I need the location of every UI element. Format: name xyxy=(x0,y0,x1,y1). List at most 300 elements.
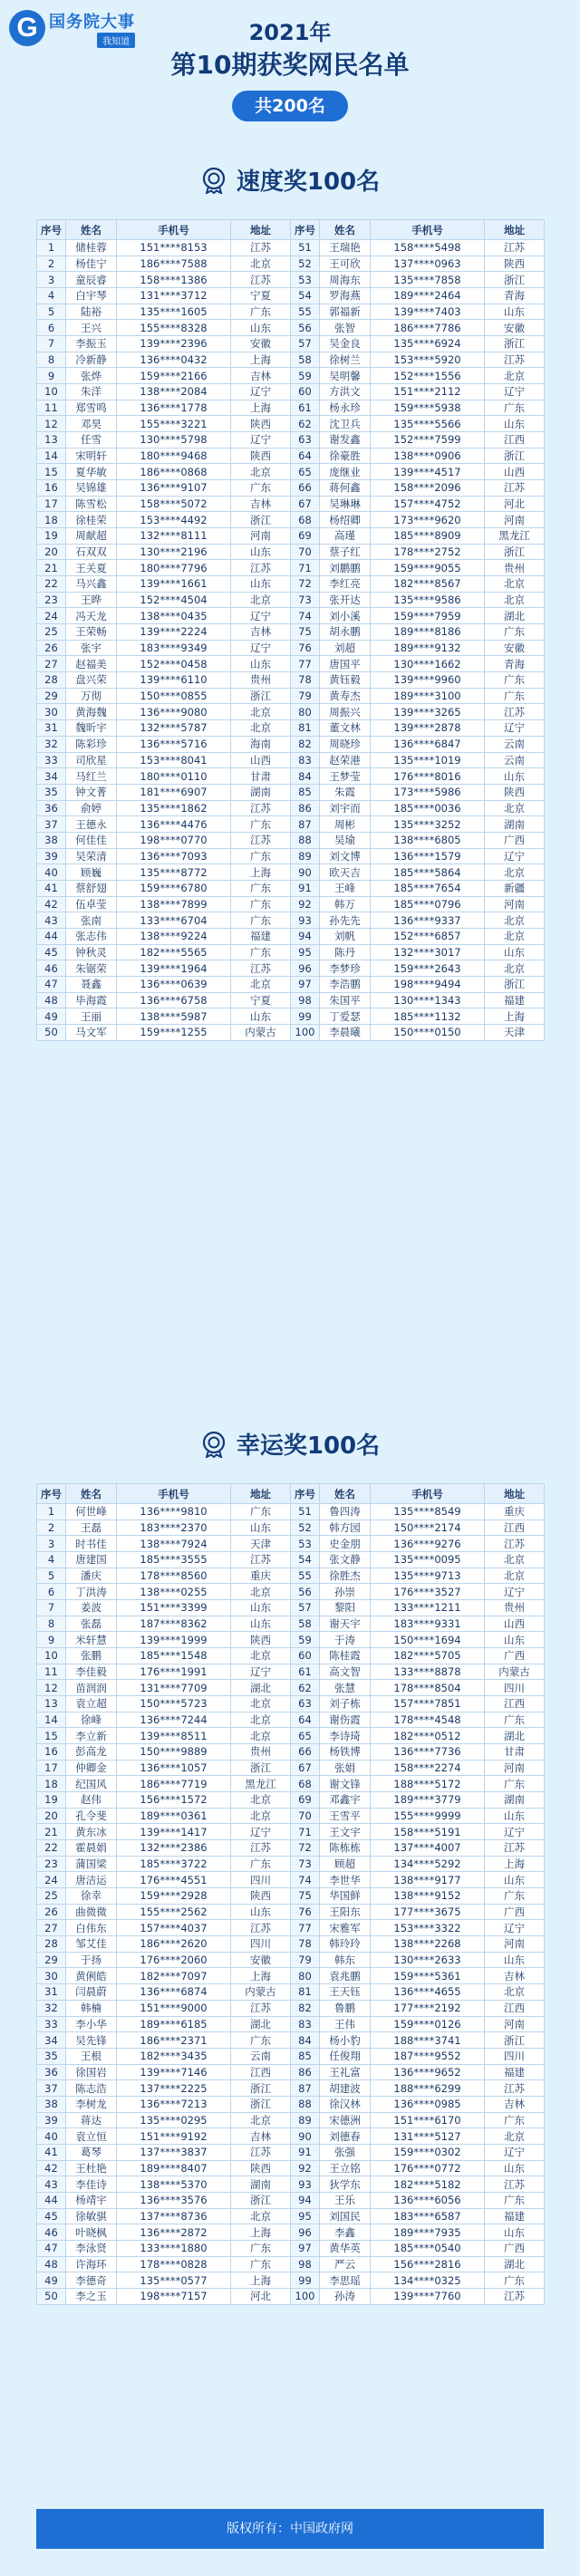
cell-name: 童辰睿 xyxy=(66,272,117,288)
cell-seq: 52 xyxy=(291,256,320,272)
logo-name: 国务院大事 xyxy=(49,12,135,32)
cell-name: 胡建波 xyxy=(320,2080,371,2097)
table-row xyxy=(37,1680,545,1696)
cell-phone: 159****1255 xyxy=(117,1024,231,1040)
cell-address: 广东 xyxy=(231,304,291,320)
cell-phone: 177****2192 xyxy=(371,2000,485,2016)
cell-address: 北京 xyxy=(231,1696,291,1713)
cell-seq: 88 xyxy=(291,832,320,848)
cell-address: 广东 xyxy=(231,912,291,929)
table-row xyxy=(37,2128,545,2145)
cell-seq: 60 xyxy=(291,1648,320,1664)
cell-phone: 158****5191 xyxy=(371,1824,485,1840)
cell-name: 黄俐皓 xyxy=(66,1968,117,1984)
cell-phone: 136****6874 xyxy=(117,1984,231,2001)
cell-name: 黄钰毅 xyxy=(320,672,371,689)
cell-seq: 42 xyxy=(37,896,66,912)
cell-phone: 138****0906 xyxy=(371,448,485,464)
cell-address: 湖北 xyxy=(485,2256,545,2272)
cell-address: 江苏 xyxy=(231,2000,291,2016)
cell-seq: 3 xyxy=(37,272,66,288)
col-address: 地址 xyxy=(485,220,545,240)
cell-name: 黄海魏 xyxy=(66,704,117,720)
cell-phone: 158****5498 xyxy=(371,240,485,256)
cell-phone: 136****1778 xyxy=(117,400,231,416)
cell-seq: 21 xyxy=(37,560,66,576)
table-row xyxy=(37,1504,545,1520)
cell-seq: 5 xyxy=(37,304,66,320)
table-row xyxy=(37,384,545,400)
cell-phone: 139****7760 xyxy=(371,2288,485,2304)
cell-name: 于涛 xyxy=(320,1632,371,1648)
cell-seq: 15 xyxy=(37,1728,66,1744)
cell-name: 黄寿杰 xyxy=(320,688,371,704)
cell-seq: 66 xyxy=(291,1744,320,1761)
table-row xyxy=(37,2224,545,2241)
col-address: 地址 xyxy=(231,1484,291,1504)
cell-phone: 185****8909 xyxy=(371,528,485,545)
cell-name: 刘小溪 xyxy=(320,608,371,624)
cell-address: 广东 xyxy=(231,848,291,864)
table-row xyxy=(37,1936,545,1953)
cell-phone: 157****7851 xyxy=(371,1696,485,1713)
col-name: 姓名 xyxy=(320,1484,371,1504)
cell-address: 河南 xyxy=(485,512,545,528)
cell-name: 王磊 xyxy=(66,1520,117,1536)
cell-seq: 41 xyxy=(37,2144,66,2160)
cell-name: 吴明馨 xyxy=(320,368,371,384)
cell-phone: 181****6907 xyxy=(117,784,231,800)
cell-name: 王阳东 xyxy=(320,1904,371,1920)
cell-phone: 153****3322 xyxy=(371,1920,485,1936)
cell-phone: 135****9586 xyxy=(371,592,485,608)
table-row xyxy=(37,1808,545,1824)
cell-phone: 186****7786 xyxy=(371,320,485,336)
cell-address: 北京 xyxy=(231,720,291,737)
table-row xyxy=(37,1616,545,1632)
logo-g-icon: G xyxy=(9,10,45,46)
table-row xyxy=(37,1984,545,2001)
cell-address: 浙江 xyxy=(231,1760,291,1776)
cell-address: 北京 xyxy=(485,1984,545,2001)
cell-address: 山东 xyxy=(231,1616,291,1632)
cell-phone: 185****3555 xyxy=(117,1552,231,1568)
cell-address: 北京 xyxy=(231,592,291,608)
cell-address: 河南 xyxy=(485,2016,545,2032)
cell-phone: 138****9177 xyxy=(371,1872,485,1888)
cell-address: 天津 xyxy=(485,1024,545,1040)
cell-seq: 30 xyxy=(37,704,66,720)
cell-address: 江苏 xyxy=(485,1536,545,1552)
cell-seq: 1 xyxy=(37,240,66,256)
cell-seq: 91 xyxy=(291,2144,320,2160)
cell-address: 山东 xyxy=(485,1632,545,1648)
cell-seq: 69 xyxy=(291,528,320,545)
table-row xyxy=(37,1600,545,1616)
cell-phone: 158****2274 xyxy=(371,1760,485,1776)
cell-name: 王可欣 xyxy=(320,256,371,272)
cell-name: 张南 xyxy=(66,912,117,929)
cell-name: 李泳贤 xyxy=(66,2240,117,2256)
cell-phone: 153****5920 xyxy=(371,352,485,368)
cell-address: 安徽 xyxy=(231,1952,291,1968)
cell-address: 福建 xyxy=(485,992,545,1008)
table-row xyxy=(37,1760,545,1776)
cell-phone: 173****9620 xyxy=(371,512,485,528)
cell-seq: 90 xyxy=(291,864,320,881)
cell-name: 杨永珍 xyxy=(320,400,371,416)
col-seq: 序号 xyxy=(37,1484,66,1504)
cell-name: 袁立超 xyxy=(66,1696,117,1713)
cell-address: 吉林 xyxy=(231,2128,291,2145)
cell-phone: 188****6299 xyxy=(371,2080,485,2097)
cell-address: 江西 xyxy=(485,1520,545,1536)
cell-name: 李立新 xyxy=(66,1728,117,1744)
cell-phone: 185****5864 xyxy=(371,864,485,881)
cell-address: 湖南 xyxy=(231,784,291,800)
cell-seq: 17 xyxy=(37,1760,66,1776)
cell-phone: 176****2060 xyxy=(117,1952,231,1968)
cell-name: 谢发鑫 xyxy=(320,432,371,449)
cell-address: 山西 xyxy=(485,1616,545,1632)
cell-name: 张文静 xyxy=(320,1552,371,1568)
cell-name: 邹艾佳 xyxy=(66,1936,117,1953)
cell-address: 浙江 xyxy=(485,976,545,992)
cell-name: 苗润润 xyxy=(66,1680,117,1696)
cell-name: 蔡子红 xyxy=(320,544,371,560)
cell-address: 天津 xyxy=(231,1536,291,1552)
table-row xyxy=(37,2240,545,2256)
cell-seq: 2 xyxy=(37,1520,66,1536)
cell-phone: 135****7858 xyxy=(371,272,485,288)
cell-phone: 186****2620 xyxy=(117,1936,231,1953)
cell-address: 辽宁 xyxy=(485,1584,545,1600)
cell-address: 浙江 xyxy=(485,336,545,352)
cell-address: 陕西 xyxy=(485,256,545,272)
cell-seq: 62 xyxy=(291,1680,320,1696)
cell-phone: 180****9468 xyxy=(117,448,231,464)
cell-phone: 182****3435 xyxy=(117,2048,231,2064)
cell-phone: 159****6780 xyxy=(117,880,231,896)
cell-name: 任雪 xyxy=(66,432,117,449)
col-seq: 序号 xyxy=(37,220,66,240)
table-row xyxy=(37,672,545,689)
cell-phone: 133****6704 xyxy=(117,912,231,929)
cell-name: 米轩慧 xyxy=(66,1632,117,1648)
cell-seq: 25 xyxy=(37,1888,66,1905)
cell-seq: 97 xyxy=(291,976,320,992)
cell-phone: 152****4504 xyxy=(117,592,231,608)
cell-seq: 40 xyxy=(37,864,66,881)
cell-seq: 36 xyxy=(37,800,66,816)
cell-name: 王根 xyxy=(66,2048,117,2064)
cell-phone: 182****0512 xyxy=(371,1728,485,1744)
cell-name: 赵伟 xyxy=(66,1792,117,1809)
cell-address: 北京 xyxy=(485,2128,545,2145)
cell-seq: 70 xyxy=(291,1808,320,1824)
cell-address: 吉林 xyxy=(231,368,291,384)
cell-address: 广西 xyxy=(485,1648,545,1664)
cell-seq: 28 xyxy=(37,1936,66,1953)
cell-name: 杨佳宁 xyxy=(66,256,117,272)
cell-seq: 24 xyxy=(37,1872,66,1888)
cell-phone: 135****1605 xyxy=(117,304,231,320)
cell-name: 李鑫 xyxy=(320,2224,371,2241)
cell-name: 吴荣清 xyxy=(66,848,117,864)
cell-seq: 45 xyxy=(37,2208,66,2224)
cell-phone: 136****4476 xyxy=(117,816,231,833)
cell-address: 安徽 xyxy=(231,336,291,352)
cell-phone: 137****3837 xyxy=(117,2144,231,2160)
cell-seq: 44 xyxy=(37,2192,66,2208)
cell-phone: 136****9337 xyxy=(371,912,485,929)
cell-seq: 33 xyxy=(37,752,66,768)
cell-seq: 50 xyxy=(37,1024,66,1040)
cell-phone: 130****1662 xyxy=(371,656,485,672)
cell-name: 唐洁运 xyxy=(66,1872,117,1888)
cell-phone: 158****1386 xyxy=(117,272,231,288)
cell-address: 广东 xyxy=(485,624,545,641)
cell-name: 钟秋灵 xyxy=(66,944,117,960)
cell-address: 青海 xyxy=(485,288,545,304)
cell-address: 山东 xyxy=(231,656,291,672)
cell-name: 吴金良 xyxy=(320,336,371,352)
cell-seq: 61 xyxy=(291,1664,320,1680)
cell-phone: 139****1661 xyxy=(117,576,231,593)
cell-name: 孙先先 xyxy=(320,912,371,929)
cell-seq: 99 xyxy=(291,1008,320,1025)
cell-phone: 157****4037 xyxy=(117,1920,231,1936)
table-row xyxy=(37,288,545,304)
cell-address: 山东 xyxy=(485,2224,545,2241)
cell-phone: 136****6758 xyxy=(117,992,231,1008)
table-row xyxy=(37,2048,545,2064)
cell-seq: 44 xyxy=(37,928,66,944)
cell-seq: 74 xyxy=(291,1872,320,1888)
table-row xyxy=(37,944,545,960)
table-row xyxy=(37,624,545,641)
cell-phone: 158****2096 xyxy=(371,480,485,497)
table-row xyxy=(37,928,545,944)
lucky-award-table xyxy=(36,1483,545,2305)
cell-phone: 189****8186 xyxy=(371,624,485,641)
cell-address: 湖北 xyxy=(231,1680,291,1696)
cell-name: 夏华敏 xyxy=(66,464,117,480)
cell-address: 辽宁 xyxy=(485,720,545,737)
cell-seq: 53 xyxy=(291,272,320,288)
cell-seq: 47 xyxy=(37,976,66,992)
cell-address: 广东 xyxy=(231,1504,291,1520)
cell-phone: 155****9999 xyxy=(371,1808,485,1824)
cell-phone: 176****1991 xyxy=(117,1664,231,1680)
cell-seq: 81 xyxy=(291,720,320,737)
col-address: 地址 xyxy=(485,1484,545,1504)
cell-name: 任俊翔 xyxy=(320,2048,371,2064)
cell-name: 俞婷 xyxy=(66,800,117,816)
cell-seq: 25 xyxy=(37,624,66,641)
table-row xyxy=(37,2064,545,2080)
cell-address: 浙江 xyxy=(231,2192,291,2208)
cell-name: 周晓珍 xyxy=(320,736,371,752)
cell-seq: 14 xyxy=(37,1712,66,1728)
cell-seq: 37 xyxy=(37,2080,66,2097)
cell-address: 广东 xyxy=(485,672,545,689)
cell-name: 赵福美 xyxy=(66,656,117,672)
cell-address: 上海 xyxy=(231,352,291,368)
cell-address: 安徽 xyxy=(485,640,545,656)
cell-address: 青海 xyxy=(485,656,545,672)
cell-address: 江苏 xyxy=(231,960,291,977)
cell-phone: 150****2174 xyxy=(371,1520,485,1536)
cell-address: 辽宁 xyxy=(485,384,545,400)
cell-phone: 136****7093 xyxy=(117,848,231,864)
cell-phone: 178****8560 xyxy=(117,1568,231,1584)
cell-name: 叶晓枫 xyxy=(66,2224,117,2241)
cell-phone: 189****3100 xyxy=(371,688,485,704)
cell-address: 北京 xyxy=(485,912,545,929)
cell-seq: 35 xyxy=(37,2048,66,2064)
table-row xyxy=(37,1584,545,1600)
cell-seq: 98 xyxy=(291,2256,320,2272)
cell-name: 张宇 xyxy=(66,640,117,656)
cell-name: 王荣畅 xyxy=(66,624,117,641)
cell-address: 广东 xyxy=(231,944,291,960)
cell-address: 山东 xyxy=(485,304,545,320)
cell-address: 山东 xyxy=(485,1872,545,1888)
cell-phone: 138****2084 xyxy=(117,384,231,400)
cell-name: 时书佳 xyxy=(66,1536,117,1552)
cell-address: 贵州 xyxy=(231,672,291,689)
table-row xyxy=(37,736,545,752)
cell-name: 王峰 xyxy=(320,880,371,896)
cell-address: 广东 xyxy=(231,816,291,833)
speed-award-table xyxy=(36,219,545,1041)
table-row xyxy=(37,1664,545,1680)
cell-seq: 23 xyxy=(37,592,66,608)
cell-address: 辽宁 xyxy=(231,1664,291,1680)
cell-seq: 92 xyxy=(291,896,320,912)
cell-phone: 159****2928 xyxy=(117,1888,231,1905)
cell-seq: 96 xyxy=(291,2224,320,2241)
cell-name: 张娟 xyxy=(320,1760,371,1776)
cell-address: 内蒙古 xyxy=(485,1664,545,1680)
cell-name: 徐汉林 xyxy=(320,2096,371,2112)
col-seq: 序号 xyxy=(291,220,320,240)
cell-address: 广东 xyxy=(231,2240,291,2256)
cell-phone: 159****0302 xyxy=(371,2144,485,2160)
table-row xyxy=(37,1840,545,1857)
cell-name: 庞继业 xyxy=(320,464,371,480)
cell-address: 贵州 xyxy=(485,1600,545,1616)
cell-phone: 151****8153 xyxy=(117,240,231,256)
speed-award-title: 速度奖100名 xyxy=(236,169,381,196)
cell-seq: 56 xyxy=(291,320,320,336)
cell-phone: 198****0770 xyxy=(117,832,231,848)
cell-phone: 180****0110 xyxy=(117,768,231,785)
cell-address: 广西 xyxy=(485,832,545,848)
cell-name: 谢伤霞 xyxy=(320,1712,371,1728)
cell-seq: 61 xyxy=(291,400,320,416)
table-row xyxy=(37,2032,545,2049)
cell-seq: 88 xyxy=(291,2096,320,2112)
cell-address: 辽宁 xyxy=(231,640,291,656)
cell-name: 杨小豹 xyxy=(320,2032,371,2049)
cell-address: 山东 xyxy=(485,768,545,785)
cell-address: 辽宁 xyxy=(231,608,291,624)
cell-address: 上海 xyxy=(231,400,291,416)
table-row xyxy=(37,512,545,528)
cell-address: 江苏 xyxy=(485,1840,545,1857)
cell-address: 江苏 xyxy=(485,2176,545,2193)
table-row xyxy=(37,416,545,432)
cell-phone: 136****9080 xyxy=(117,704,231,720)
cell-address: 江苏 xyxy=(485,2080,545,2097)
speed-award-heading xyxy=(0,163,580,197)
cell-seq: 89 xyxy=(291,848,320,864)
cell-phone: 139****9960 xyxy=(371,672,485,689)
cell-address: 广东 xyxy=(231,880,291,896)
cell-seq: 100 xyxy=(291,2288,320,2304)
cell-phone: 131****5127 xyxy=(371,2128,485,2145)
col-name: 姓名 xyxy=(320,220,371,240)
cell-phone: 159****0126 xyxy=(371,2016,485,2032)
cell-seq: 32 xyxy=(37,736,66,752)
cell-seq: 37 xyxy=(37,816,66,833)
cell-address: 广东 xyxy=(485,400,545,416)
cell-name: 周献超 xyxy=(66,528,117,545)
award-medal-icon xyxy=(200,167,227,194)
cell-phone: 176****4551 xyxy=(117,1872,231,1888)
cell-seq: 91 xyxy=(291,880,320,896)
cell-address: 宁夏 xyxy=(231,992,291,1008)
cell-address: 北京 xyxy=(485,864,545,881)
cell-seq: 14 xyxy=(37,448,66,464)
cell-seq: 5 xyxy=(37,1568,66,1584)
cell-address: 山东 xyxy=(231,1904,291,1920)
cell-name: 李红亮 xyxy=(320,576,371,593)
cell-name: 蒋达 xyxy=(66,2112,117,2128)
cell-seq: 48 xyxy=(37,2256,66,2272)
cell-seq: 83 xyxy=(291,2016,320,2032)
cell-address: 四川 xyxy=(485,2048,545,2064)
cell-seq: 49 xyxy=(37,2272,66,2289)
cell-seq: 97 xyxy=(291,2240,320,2256)
cell-seq: 92 xyxy=(291,2160,320,2176)
cell-name: 彭高龙 xyxy=(66,1744,117,1761)
table-row xyxy=(37,1648,545,1664)
table-row xyxy=(37,480,545,497)
table-row xyxy=(37,752,545,768)
cell-name: 仲卿金 xyxy=(66,1760,117,1776)
table-row xyxy=(37,352,545,368)
cell-phone: 182****7097 xyxy=(117,1968,231,1984)
cell-phone: 139****2878 xyxy=(371,720,485,737)
cell-phone: 185****0796 xyxy=(371,896,485,912)
cell-phone: 136****9652 xyxy=(371,2064,485,2080)
cell-phone: 198****9494 xyxy=(371,976,485,992)
cell-seq: 98 xyxy=(291,992,320,1008)
cell-seq: 51 xyxy=(291,240,320,256)
table-row xyxy=(37,576,545,593)
cell-seq: 36 xyxy=(37,2064,66,2080)
cell-address: 广东 xyxy=(231,896,291,912)
cell-name: 李树龙 xyxy=(66,2096,117,2112)
cell-seq: 54 xyxy=(291,288,320,304)
cell-seq: 75 xyxy=(291,624,320,641)
cell-address: 山东 xyxy=(231,544,291,560)
cell-name: 邓鑫宇 xyxy=(320,1792,371,1809)
cell-address: 江苏 xyxy=(231,1840,291,1857)
